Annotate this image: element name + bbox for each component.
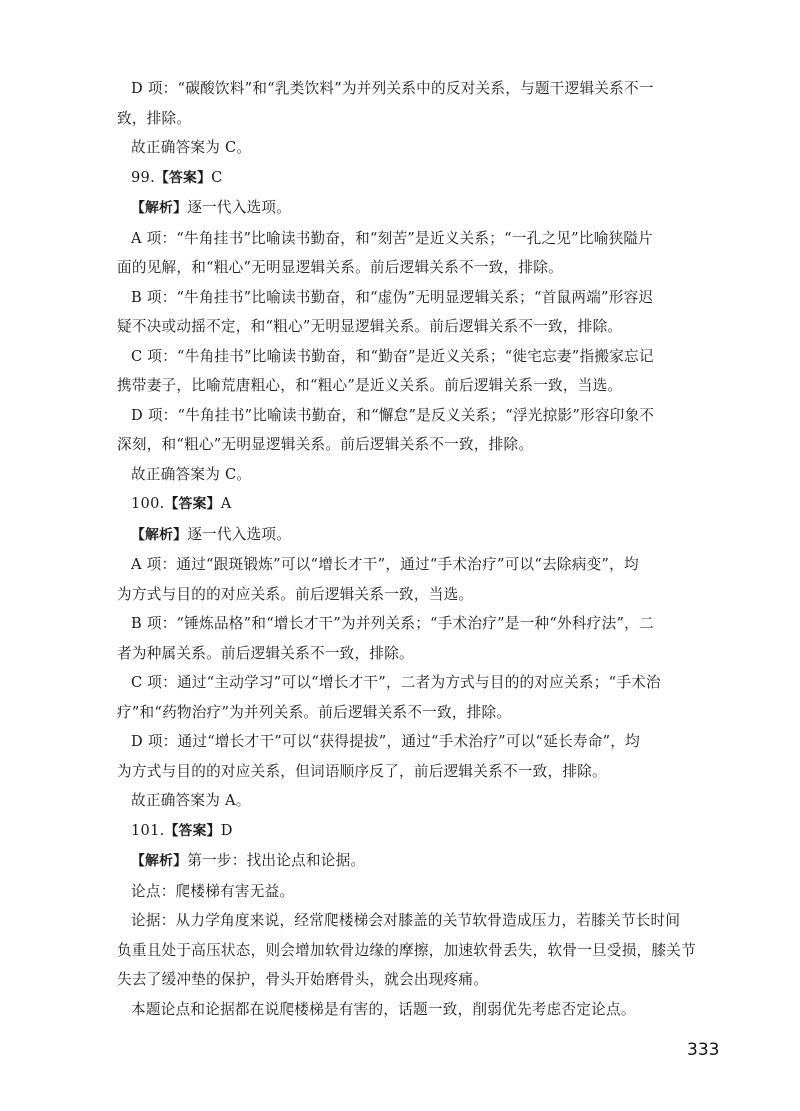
- answer-value: C: [211, 168, 223, 186]
- text-line: B 项：“锤炼品格”和“增长才干”为并列关系；“手术治疗”是一种“外科疗法”，二: [131, 615, 654, 632]
- text-line: D 项：“牛角挂书”比喻读书勤奋，和“懈怠”是反义关系；“浮光掠影”形容印象不: [131, 406, 655, 424]
- answer-label: 【答案】: [154, 169, 212, 186]
- text-line: 深刻，和“粗心”无明显逻辑关系。前后逻辑关系不一致，排除。: [117, 436, 534, 453]
- text-line: B 项：“牛角挂书”比喻读书勤奋，和“虚伪”无明显逻辑关系；“首鼠两端”形容迟: [131, 288, 654, 306]
- question-number: 100.: [131, 495, 165, 512]
- text-line: 本题论点和论据都在说爬楼梯是有害的，话题一致，削弱优先考虑否定论点。: [131, 1000, 636, 1018]
- text-line: D 项：通过“增长才干”可以“获得提拔”，通过“手术治疗”可以“延长寿命”，均: [131, 733, 640, 750]
- text-line: 故正确答案为 A。: [131, 792, 251, 809]
- question-number: 101.: [131, 821, 165, 839]
- analysis-line: [131, 193, 691, 224]
- paragraph: [131, 460, 691, 490]
- page-number: 333: [687, 1040, 720, 1060]
- text-line: C 项：“牛角挂书”比喻读书勤奋，和“勤奋”是近义关系；“徙宅忘妻”指搬家忘记: [131, 347, 654, 365]
- text-line: 故正确答案为 C。: [131, 139, 252, 156]
- analysis-label: 【解析】: [131, 853, 188, 869]
- analysis-text: 第一步：找出论点和论据。: [187, 852, 366, 869]
- text-line: A 项：“牛角挂书”比喻读书勤奋，和“刻苦”是近义关系；“一孔之见”比喻狭隘片: [131, 229, 654, 247]
- paragraph: [117, 550, 691, 609]
- text-line: 为方式与目的的对应关系，但词语顺序反了，前后逻辑关系不一致，排除。: [117, 762, 607, 780]
- text-line: 疗”和“药物治疗”为并列关系。前后逻辑关系不一致，排除。: [117, 703, 512, 721]
- answer-label: 【答案】: [164, 822, 221, 839]
- answer-line: [131, 163, 691, 194]
- text-line: 负重且处于高压状态，则会增加软骨边缘的摩擦，加速软骨丢失，软骨一旦受损，膝关节: [117, 941, 696, 959]
- text-line: 论点：爬楼梯有害无益。: [131, 882, 295, 900]
- text-line: D 项：“碳酸饮料”和“乳类饮料”为并列关系中的反对关系，与题干逻辑关系不一: [131, 80, 654, 97]
- text-line: 故正确答案为 C。: [131, 465, 252, 483]
- paragraph: [131, 995, 691, 1025]
- analysis-text: 逐一代入选项。: [187, 199, 292, 216]
- text-line: 携带妻子，比喻荒唐粗心，和“粗心”是近义关系。前后逻辑关系一致，当选。: [117, 377, 623, 394]
- paragraph: [117, 906, 696, 995]
- text-line: 失去了缓冲垫的保护，骨头开始磨骨头，就会出现疼痛。: [117, 971, 489, 988]
- text-line: 论据：从力学角度来说，经常爬楼梯会对膝盖的关节软骨造成压力，若膝关节长时间: [131, 912, 681, 929]
- answer-value: A: [220, 495, 232, 512]
- paragraph: [117, 401, 691, 460]
- paragraph: [117, 224, 691, 283]
- paragraph: [117, 283, 691, 342]
- paragraph: [117, 74, 691, 133]
- paragraph: [117, 668, 691, 727]
- text-line: C 项：通过“主动学习”可以“增长才干”，二者为方式与目的的对应关系；“手术治: [131, 674, 661, 691]
- text-line: 疑不决或动摇不定，和“粗心”无明显逻辑关系。前后逻辑关系不一致，排除。: [117, 318, 623, 335]
- analysis-line: [131, 846, 691, 877]
- text-line: 者为种属关系。前后逻辑关系不一致，排除。: [117, 644, 414, 662]
- paragraph: [131, 133, 691, 163]
- page-body: [117, 74, 696, 1024]
- analysis-label: 【解析】: [131, 526, 188, 543]
- analysis-line: [131, 520, 691, 551]
- text-line: 为方式与目的的对应关系。前后逻辑关系一致，当选。: [117, 585, 474, 603]
- analysis-text: 逐一代入选项。: [187, 525, 292, 543]
- paragraph: [131, 877, 691, 907]
- paragraph: [117, 342, 691, 401]
- text-line: 面的见解，和“粗心”无明显逻辑关系。前后逻辑关系不一致，排除。: [117, 259, 563, 276]
- paragraph: [117, 609, 691, 668]
- paragraph: [117, 727, 691, 786]
- answer-value: D: [220, 821, 233, 839]
- answer-line: [131, 489, 691, 520]
- paragraph: [131, 786, 691, 816]
- analysis-label: 【解析】: [131, 200, 188, 216]
- text-line: A 项：通过“跟斑锻炼”可以“增长才干”，通过“手术治疗”可以“去除病变”，均: [131, 556, 639, 573]
- question-number: 99.: [131, 168, 155, 186]
- text-line: 致，排除。: [117, 109, 192, 127]
- answer-line: [131, 816, 691, 847]
- answer-label: 【答案】: [164, 496, 221, 512]
